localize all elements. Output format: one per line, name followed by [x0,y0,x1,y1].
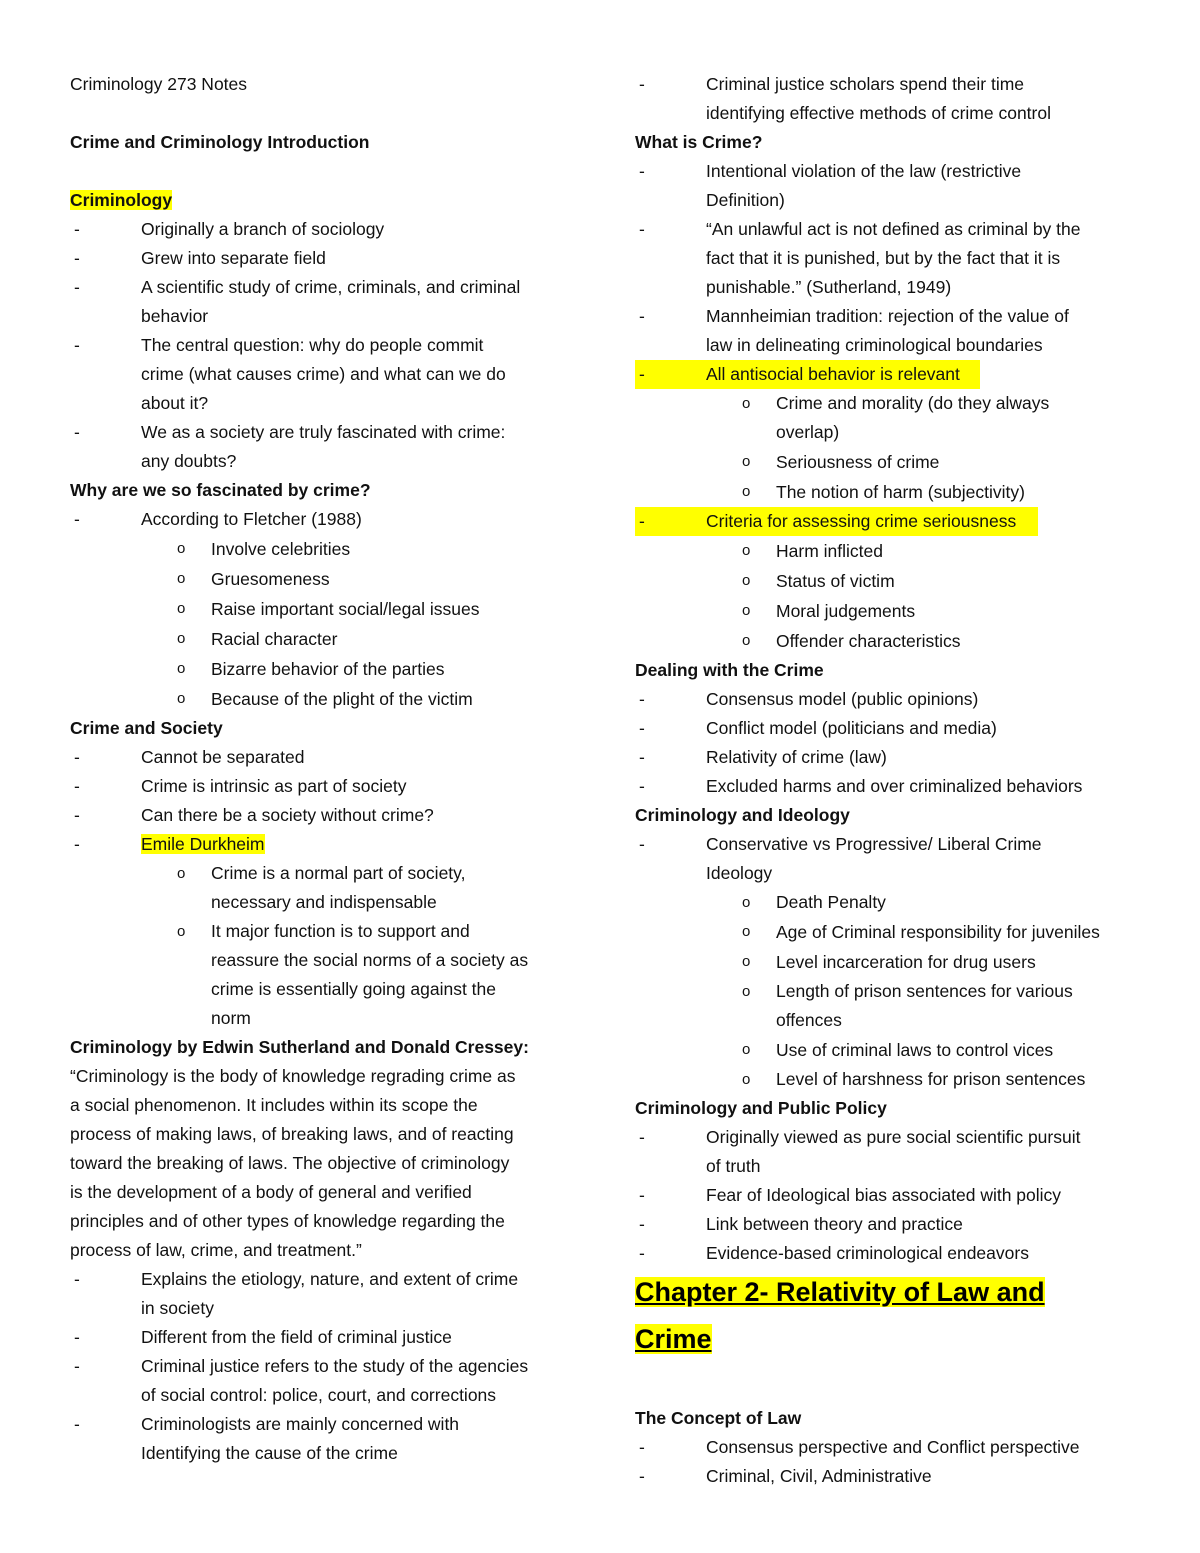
left-column [70,70,570,1468]
sub-list-item-continuation: necessary and indispensable [211,892,437,912]
sub-list-item-continuation: offences [776,1010,842,1030]
sub-list-item-continuation: crime is essentially going against the [211,979,497,999]
highlighted-item-criteria: - Criteria for assessing crime seriousness [635,507,1038,536]
list-item: - Conflict model (politicians and media) [635,714,1155,743]
list-item: - Explains the etiology, nature, and extent of crime [70,1265,570,1294]
sub-list-item: o Crime is a normal part of society, [70,859,570,888]
section-heading-intro: Crime and Criminology Introduction [70,132,370,152]
list-item-continuation: identifying effective methods of crime control [706,103,1051,123]
list-item-continuation: crime (what causes crime) and what can we do [141,364,506,384]
list-item-continuation: behavior [141,306,209,326]
sub-list-item: o Gruesomeness [70,564,570,594]
list-item-continuation: law in delineating criminological boundaries [706,335,1043,355]
list-item-continuation: fact that it is punished, but by the fact that it is [706,248,1061,268]
list-item: - Originally viewed as pure social scientific pursuit [635,1123,1155,1152]
sub-list-item: o Involve celebrities [70,534,570,564]
chapter-title-line1: Chapter 2- Relativity of Law and [635,1277,1045,1307]
section-heading-policy: Criminology and Public Policy [635,1098,887,1118]
sub-list-item: o Use of criminal laws to control vices [635,1035,1155,1065]
sub-list-item: o Moral judgements [635,596,1155,626]
section-heading-dealing: Dealing with the Crime [635,660,824,680]
list-item: - Criminal justice scholars spend their time [635,70,1155,99]
list-item-continuation: Identifying the cause of the crime [141,1443,398,1463]
section-heading-fascinated: Why are we so fascinated by crime? [70,480,371,500]
section-heading-ideology: Criminology and Ideology [635,805,850,825]
list-item-continuation: any doubts? [141,451,237,471]
list-item: - Different from the field of criminal justice [70,1323,570,1352]
sub-list-item: o Because of the plight of the victim [70,684,570,714]
sub-list-item: o Level incarceration for drug users [635,947,1155,977]
sub-list-item: o Status of victim [635,566,1155,596]
list-item-continuation: punishable.” (Sutherland, 1949) [706,277,952,297]
sub-list-item: o Seriousness of crime [635,447,1155,477]
list-item: - Excluded harms and over criminalized behaviors [635,772,1155,801]
list-item: - Consensus perspective and Conflict perspective [635,1433,1155,1462]
sub-list-item: o Racial character [70,624,570,654]
list-item: - Evidence-based criminological endeavors [635,1239,1155,1268]
quote-line: process of making laws, of breaking laws, and of reacting [70,1124,514,1144]
section-heading-concept-of-law: The Concept of Law [635,1408,802,1428]
list-item: - Crime is intrinsic as part of society [70,772,570,801]
chapter-title-line2: Crime [635,1324,712,1354]
list-item: - Intentional violation of the law (restrictive [635,157,1155,186]
section-heading-sutherland: Criminology by Edwin Sutherland and Donald Cressey: [70,1037,529,1057]
list-item: - Link between theory and practice [635,1210,1155,1239]
chapter-title [635,1270,1105,1364]
list-item-continuation: of social control: police, court, and corrections [141,1385,497,1405]
right-column [635,70,1155,1491]
sub-list-item: o Age of Criminal responsibility for juveniles [635,917,1155,947]
highlighted-item-antisocial: - All antisocial behavior is relevant [635,360,980,389]
list-item: - Conservative vs Progressive/ Liberal Crime [635,830,1155,859]
sub-list-item: o Death Penalty [635,888,1155,917]
list-item: - Consensus model (public opinions) [635,685,1155,714]
sub-list-item: o Length of prison sentences for various [635,977,1155,1006]
list-item: - Relativity of crime (law) [635,743,1155,772]
list-item: - “An unlawful act is not defined as criminal by the [635,215,1155,244]
quote-line: principles and of other types of knowledge regarding the [70,1211,505,1231]
list-item-continuation: in society [141,1298,214,1318]
sub-list-item-continuation: norm [211,1008,251,1028]
quote-line: process of law, crime, and treatment.” [70,1240,362,1260]
list-item: - Cannot be separated [70,743,570,772]
list-item: - Originally a branch of sociology [70,215,570,244]
quote-line: “Criminology is the body of knowledge regrading crime as [70,1066,516,1086]
list-item: - Grew into separate field [70,244,570,273]
list-item: - Fear of Ideological bias associated with policy [635,1181,1155,1210]
list-item-continuation: about it? [141,393,209,413]
list-item: - Can there be a society without crime? [70,801,570,830]
quote-line: is the development of a body of general and verified [70,1182,472,1202]
list-item: - Mannheimian tradition: rejection of the value of [635,302,1155,331]
sub-list-item: o Raise important social/legal issues [70,594,570,624]
section-heading-society: Crime and Society [70,718,223,738]
document-title: Criminology 273 Notes [70,74,248,94]
sub-list-item-continuation: overlap) [776,422,840,442]
list-item: - According to Fletcher (1988) [70,505,570,534]
list-item: - The central question: why do people commit [70,331,570,360]
list-item: - Criminologists are mainly concerned with [70,1410,570,1439]
sub-list-item: o Harm inflicted [635,536,1155,566]
list-item: - We as a society are truly fascinated with crime: [70,418,570,447]
list-item-continuation: of truth [706,1156,761,1176]
quote-line: a social phenomenon. It includes within its scope the [70,1095,478,1115]
list-item-continuation: Definition) [706,190,785,210]
sub-list-item: o Crime and morality (do they always [635,389,1155,418]
section-heading-criminology: Criminology [70,190,173,210]
sub-list-item-continuation: reassure the social norms of a society as [211,950,529,970]
list-item: - Criminal, Civil, Administrative [635,1462,1155,1491]
sub-list-item: o Bizarre behavior of the parties [70,654,570,684]
list-item: - A scientific study of crime, criminals, and criminal [70,273,570,302]
section-heading-what-is-crime: What is Crime? [635,132,763,152]
list-item-continuation: Ideology [706,863,773,883]
highlighted-item-durkheim: Emile Durkheim [141,834,265,854]
sub-list-item: o Level of harshness for prison sentences [635,1065,1155,1094]
quote-line: toward the breaking of laws. The objective of criminology [70,1153,510,1173]
list-item: - Criminal justice refers to the study of the agencies [70,1352,570,1381]
sub-list-item: o The notion of harm (subjectivity) [635,477,1155,507]
sub-list-item: o Offender characteristics [635,626,1155,656]
sub-list-item: o It major function is to support and [70,917,570,946]
